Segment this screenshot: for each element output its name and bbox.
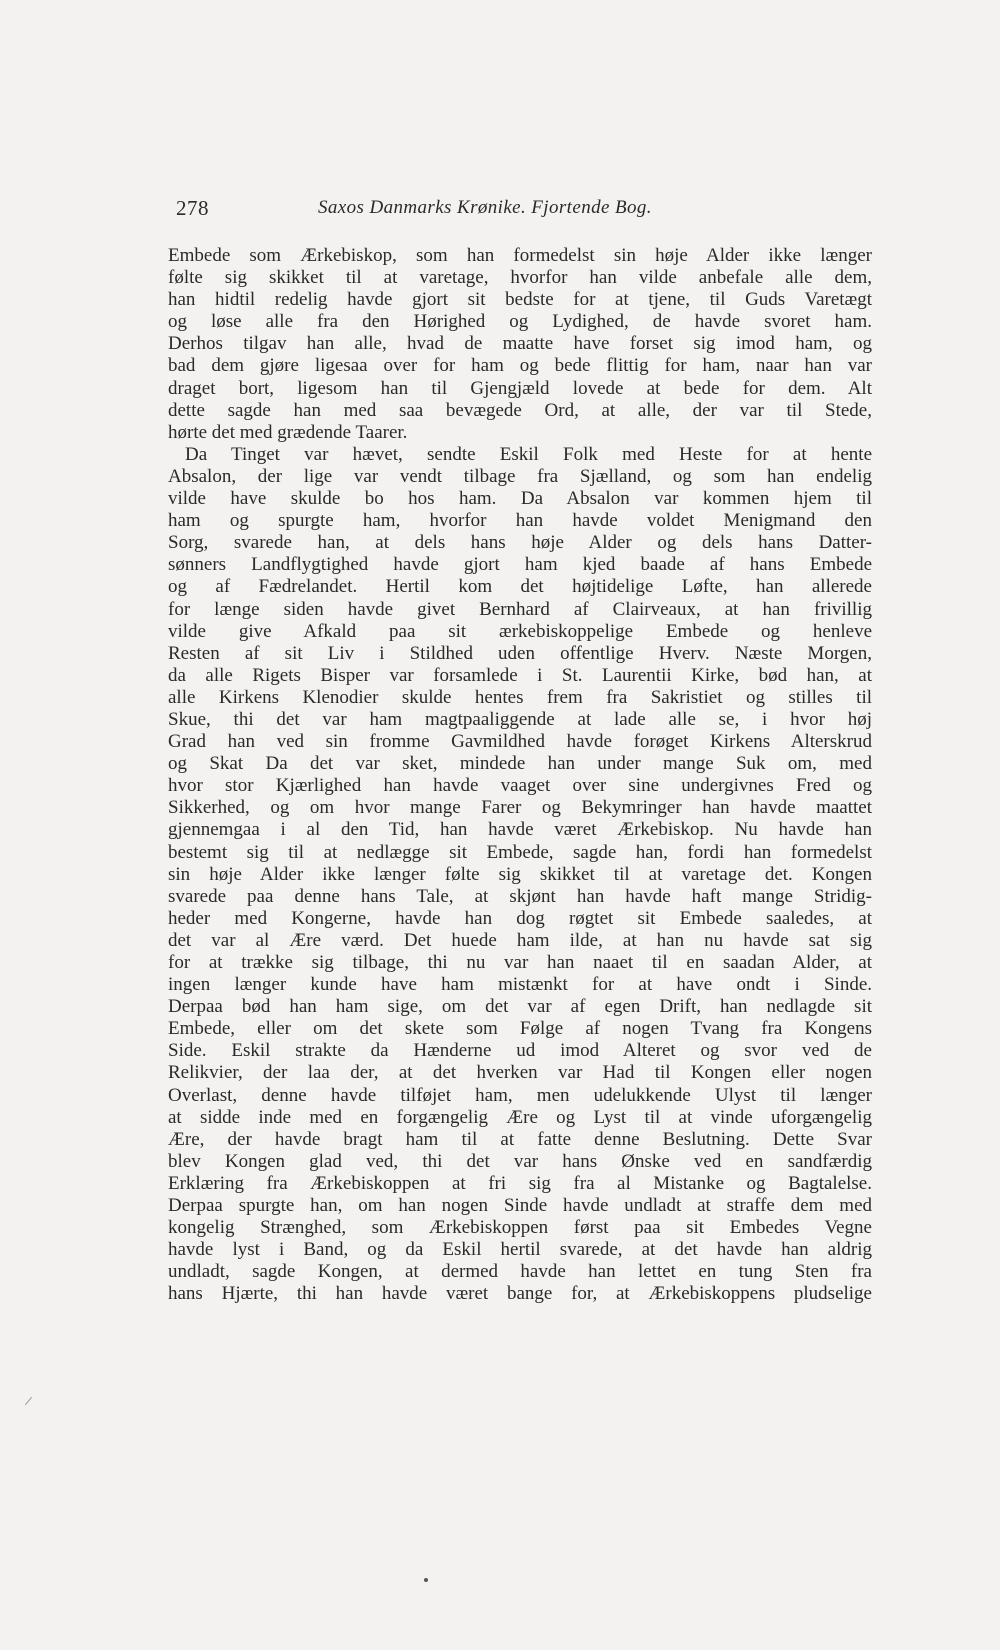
text-line: for at trække sig tilbage, thi nu var han naaet til en saadan Alder, at	[168, 952, 872, 973]
text-line: Da Tinget var hævet, sendte Eskil Folk med Heste for at hente	[185, 443, 872, 465]
text-line: Derpaa spurgte han, om han nogen Sinde havde undladt at straffe dem med	[168, 1195, 872, 1217]
text-line: Derhos tilgav han alle, hvad de maatte have forset sig imod ham, og	[168, 333, 872, 355]
text-line: Ære, der havde bragt ham til at fatte denne Beslutning. Dette Svar	[168, 1128, 872, 1150]
text-line: gjennemgaa i al den Tid, han havde været Ærkebiskop. Nu havde han	[168, 819, 872, 841]
text-line: han hidtil redelig havde gjort sit bedste for at tjene, til Guds Varetægt	[168, 289, 872, 311]
text-line: heder med Kongerne, havde han dog røgtet sit Embede saaledes, at	[168, 907, 872, 929]
text-line: Resten af sit Liv i Stildhed uden offentlige Hverv. Næste Morgen,	[168, 642, 872, 664]
page-header	[176, 196, 876, 226]
text-line: ingen længer kunde have ham mistænkt for at have ondt i Sinde.	[168, 974, 872, 996]
text-line: det var al Ære værd. Det huede ham ilde, at han nu havde sat sig	[168, 929, 872, 951]
text-line: sin høje Alder ikke længer følte sig skikket til at varetage det. Kongen	[168, 863, 872, 885]
text-line: følte sig skikket til at varetage, hvorfor han vilde anbefale alle dem,	[168, 267, 872, 289]
text-line: Embede som Ærkebiskop, som han formedelst sin høje Alder ikke længer	[168, 245, 872, 266]
text-line: og Skat Da det var sket, mindede han under mange Suk om, med	[168, 753, 872, 775]
text-line: blev Kongen glad ved, thi det var hans Ønske ved en sandfærdig	[168, 1150, 872, 1172]
text-line: bad dem gjøre ligesaa over for ham og bede flittig for ham, naar han var	[168, 355, 872, 377]
text-line: Derpaa bød han ham sige, om det var af egen Drift, han nedlagde sit	[168, 996, 872, 1018]
text-line: Sikkerhed, og om hvor mange Farer og Bekymringer han havde maattet	[168, 797, 872, 819]
body-text	[168, 245, 872, 1306]
text-line: vilde give Afkald paa sit ærkebiskoppelige Embede og henleve	[168, 620, 872, 642]
page-number: 278	[176, 196, 209, 220]
text-line: svarede paa denne hans Tale, at skjønt han havde haft mange Stridig-	[168, 885, 872, 907]
text-line: hans Hjærte, thi han havde været bange for, at Ærkebiskoppens pludselige	[168, 1283, 872, 1305]
paper-mark	[25, 1397, 32, 1405]
text-line: kongelig Strænghed, som Ærkebiskoppen først paa sit Embedes Vegne	[168, 1217, 872, 1239]
text-line: Absalon, der lige var vendt tilbage fra Sjælland, og som han endelig	[168, 465, 872, 487]
text-line: draget bort, ligesom han til Gjengjæld lovede at bede for dem. Alt	[168, 377, 872, 399]
text-line: Skue, thi det var ham magtpaaliggende at lade alle se, i hvor høj	[168, 708, 872, 730]
text-line: hørte det med grædende Taarer.	[168, 421, 408, 443]
text-line: og af Fædrelandet. Hertil kom det højtidelige Løfte, han allerede	[168, 576, 872, 598]
text-line: Embede, eller om det skete som Følge af nogen Tvang fra Kongens	[168, 1018, 872, 1040]
text-line: hvor stor Kjærlighed han havde vaaget over sine undergivnes Fred og	[168, 775, 872, 797]
text-line: havde lyst i Band, og da Eskil hertil svarede, at det havde han aldrig	[168, 1239, 872, 1261]
text-line: sønners Landflygtighed havde gjort ham kjed baade af hans Embede	[168, 554, 872, 576]
text-line: ham og spurgte ham, hvorfor han havde voldet Menigmand den	[168, 510, 872, 532]
text-line: bestemt sig til at nedlægge sit Embede, sagde han, fordi han formedelst	[168, 841, 872, 863]
text-line: undladt, sagde Kongen, at dermed havde han lettet en tung Sten fra	[168, 1261, 872, 1283]
text-line: Sorg, svarede han, at dels hans høje Alder og dels hans Datter-	[168, 532, 872, 554]
text-line: Grad han ved sin fromme Gavmildhed havde forøget Kirkens Alterskrud	[168, 731, 872, 753]
text-line: vilde have skulde bo hos ham. Da Absalon var kommen hjem til	[168, 488, 872, 510]
text-line: for længe siden havde givet Bernhard af Clairveaux, at han frivillig	[168, 598, 872, 620]
text-line: og løse alle fra den Hørighed og Lydighed, de havde svoret ham.	[168, 311, 872, 333]
text-line: da alle Rigets Bisper var forsamlede i St. Laurentii Kirke, bød han, at	[168, 664, 872, 686]
running-title: Saxos Danmarks Krønike. Fjortende Bog.	[318, 197, 652, 218]
text-line: at sidde inde med en forgængelig Ære og Lyst til at vinde uforgængelig	[168, 1106, 872, 1128]
text-line: Relikvier, der laa der, at det hverken var Had til Kongen eller nogen	[168, 1062, 872, 1084]
text-line: dette sagde han med saa bevægede Ord, at alle, der var til Stede,	[168, 399, 872, 421]
text-line: Erklæring fra Ærkebiskoppen at fri sig fra al Mistanke og Bagtalelse.	[168, 1172, 872, 1194]
text-line: Overlast, denne havde tilføjet ham, men udelukkende Ulyst til længer	[168, 1084, 872, 1106]
text-line: Side. Eskil strakte da Hænderne ud imod Alteret og svor ved de	[168, 1040, 872, 1062]
ink-speck	[424, 1578, 428, 1582]
text-line: alle Kirkens Klenodier skulde hentes frem fra Sakristiet og stilles til	[168, 686, 872, 708]
